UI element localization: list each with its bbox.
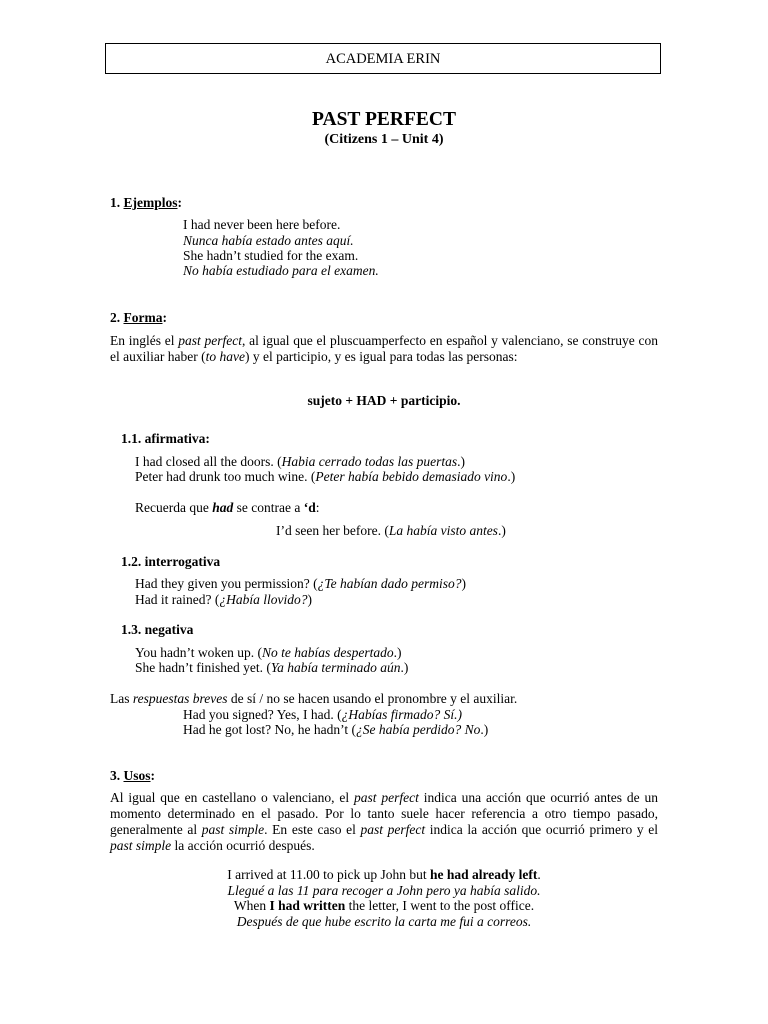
text: Had he got lost? No, he hadn’t ( — [183, 722, 356, 737]
text: se contrae a — [233, 500, 304, 515]
example-line — [0, 883, 768, 899]
example-line — [135, 660, 408, 676]
text: ) — [307, 592, 312, 607]
formula: sujeto + HAD + participio. — [307, 393, 461, 408]
section-name: Ejemplos — [123, 195, 178, 210]
section-number: 1. — [110, 195, 124, 210]
section-number: 3. — [110, 768, 124, 783]
example-line: She hadn’t studied for the exam. — [183, 248, 359, 263]
section-name: Forma — [123, 310, 163, 325]
example-line: I had never been here before. — [183, 217, 341, 232]
text: . — [537, 867, 541, 882]
translation: ¿Habías firmado? Sí.) — [341, 707, 462, 722]
translation: ¿Había llovido? — [219, 592, 308, 607]
text: Had they given you permission? ( — [135, 576, 318, 591]
text: Las — [110, 691, 133, 706]
term: past perfect — [178, 333, 242, 348]
section-colon: : — [150, 768, 156, 783]
subsection-interrogative: 1.2. interrogativa — [121, 554, 221, 569]
term: ‘d — [303, 500, 316, 515]
text: Peter had drunk too much wine. ( — [135, 469, 316, 484]
example-line — [183, 707, 462, 723]
text: ) y el participio, y es igual para todas las personas: — [244, 349, 518, 364]
usos-paragraph — [110, 790, 658, 854]
text: .) — [480, 722, 489, 737]
example-line — [135, 645, 402, 661]
page-title: PAST PERFECT — [312, 109, 456, 130]
translation: No te habías despertado — [262, 645, 394, 660]
text: Had you signed? Yes, I had. ( — [183, 707, 342, 722]
text: ) — [461, 576, 466, 591]
text: .) — [497, 523, 506, 538]
example-line — [0, 867, 768, 883]
term: past simple — [110, 838, 172, 853]
text: indica una acción que ocurrió antes de un momento determinado en el pasado. Por lo tanto suele hacer referencia a otro tiempo pasado, generalmente al — [110, 790, 658, 837]
translation: Después de que hube escrito la carta me fui a correos. — [236, 914, 532, 929]
text: En inglés el — [110, 333, 179, 348]
example-line — [0, 898, 768, 914]
text: Recuerda que — [135, 500, 213, 515]
translation: Peter había bebido demasiado vino — [315, 469, 508, 484]
text: the letter, I went to the post office. — [345, 898, 535, 913]
translation: ¿Se había perdido? No — [355, 722, 481, 737]
example-line — [135, 469, 515, 485]
translation: ¿Te habían dado permiso? — [317, 576, 462, 591]
text: I had closed all the doors. ( — [135, 454, 282, 469]
text: Al igual que en castellano o valenciano, el — [110, 790, 354, 805]
text: . En este caso el — [264, 822, 361, 837]
section-name: Usos — [123, 768, 151, 783]
text: You hadn’t woken up. ( — [135, 645, 263, 660]
example-line — [135, 576, 466, 592]
section-1-heading — [110, 195, 182, 211]
text: .) — [507, 469, 516, 484]
contraction-note — [135, 500, 319, 516]
example-line — [0, 914, 768, 930]
page-subtitle: (Citizens 1 – Unit 4) — [324, 132, 444, 147]
section-colon: : — [162, 310, 167, 325]
text: .) — [393, 645, 402, 660]
text: .) — [457, 454, 465, 469]
term: past perfect — [354, 790, 419, 805]
example-line — [183, 263, 379, 279]
text: She hadn’t finished yet. ( — [135, 660, 271, 675]
term: had — [212, 500, 234, 515]
text: la acción ocurrió después. — [171, 838, 315, 853]
text: Had it rained? ( — [135, 592, 220, 607]
term: past perfect — [360, 822, 426, 837]
example-line — [183, 233, 354, 249]
translation: Llegué a las 11 para recoger a John pero ya había salido. — [227, 883, 541, 898]
text: .) — [400, 660, 409, 675]
example-line — [135, 592, 312, 608]
section-2-heading — [110, 310, 167, 326]
subsection-negative: 1.3. negativa — [121, 622, 194, 637]
text: indica la acción que ocurrió primero y el — [425, 822, 658, 837]
text: , al igual que el pluscuamperfecto en español y valenciano, se construye con el auxiliar haber ( — [110, 333, 658, 364]
term: to have — [205, 349, 245, 364]
header-box — [105, 43, 661, 74]
translation: Habia cerrado todas las puertas — [281, 454, 458, 469]
translation: La había visto antes — [388, 523, 498, 538]
forma-paragraph — [110, 333, 658, 365]
section-3-heading — [110, 768, 155, 784]
text: : — [315, 500, 320, 515]
translation: Nunca había estado antes aquí. — [183, 233, 354, 248]
term: respuestas breves — [132, 691, 228, 706]
subsection-affirmative: 1.1. afirmativa: — [121, 431, 210, 446]
text: When — [233, 898, 270, 913]
short-answers-note — [110, 691, 517, 707]
translation: Ya había terminado aún — [270, 660, 401, 675]
text: de sí / no se hacen usando el pronombre y el auxiliar. — [227, 691, 518, 706]
translation: No había estudiado para el examen. — [183, 263, 379, 278]
example-line — [135, 454, 465, 470]
section-colon: : — [177, 195, 182, 210]
emphasis: I had written — [269, 898, 346, 913]
text: I’d seen her before. ( — [276, 523, 389, 538]
example-line — [183, 722, 488, 738]
section-number: 2. — [110, 310, 124, 325]
header-text: ACADEMIA ERIN — [325, 51, 441, 67]
text: I arrived at 11.00 to pick up John but — [227, 867, 430, 882]
term: past simple — [201, 822, 265, 837]
example-line — [276, 523, 506, 539]
emphasis: he had already left — [429, 867, 538, 882]
